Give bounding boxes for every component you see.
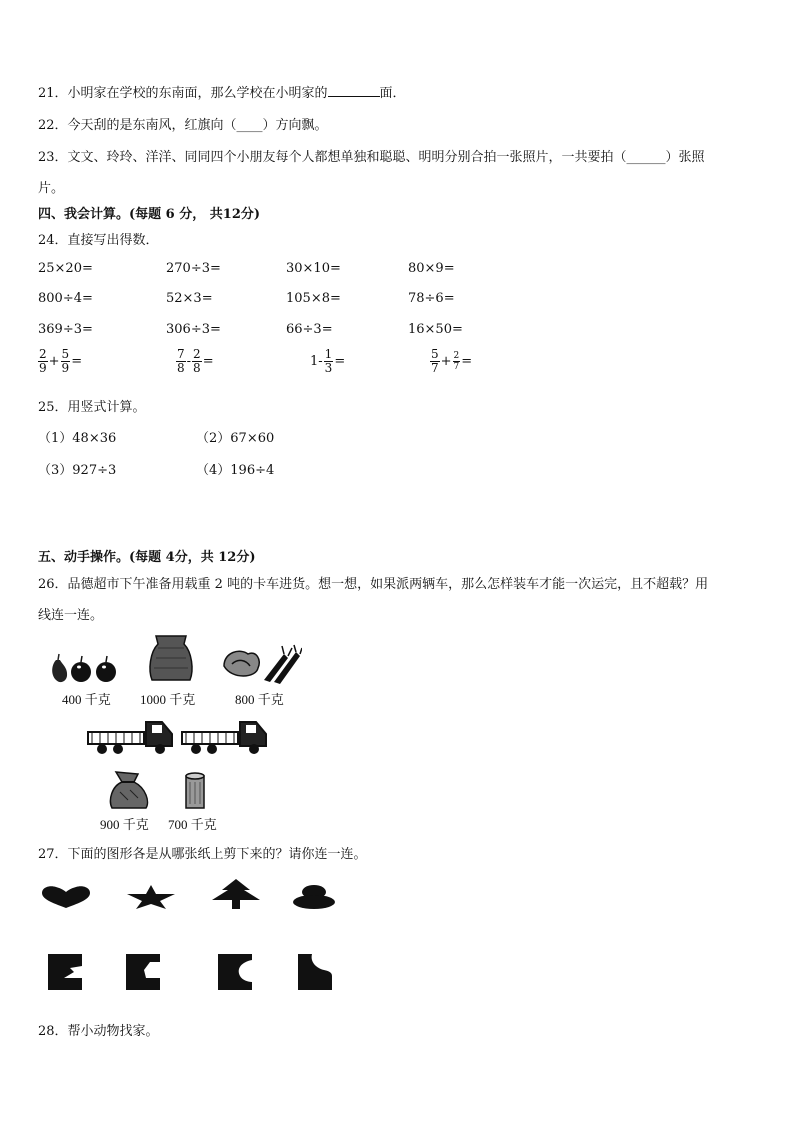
section-4-title: 四、我会计算。(每题 6 分， 共12分) bbox=[38, 207, 261, 222]
weight-label: 1000 千克 bbox=[140, 692, 196, 707]
question-21 bbox=[38, 82, 406, 101]
truck-icon bbox=[86, 716, 174, 756]
section-5-title: 五、动手操作。(每题 4分，共 12分) bbox=[38, 550, 256, 565]
paper-cut-icon[interactable] bbox=[48, 954, 84, 990]
question-28: 28．帮小动物找家。 bbox=[38, 1024, 159, 1039]
answer-blank[interactable] bbox=[328, 84, 380, 97]
heart-shape-icon bbox=[40, 884, 92, 910]
bag-icon bbox=[108, 770, 152, 810]
fraction: $\frac{5}{9}$ bbox=[61, 347, 70, 375]
star-shape-icon bbox=[126, 884, 176, 910]
question-22: 22．今天刮的是东南风，红旗向（____）方向飘。 bbox=[38, 118, 328, 133]
paper-cut-icon[interactable] bbox=[126, 954, 162, 990]
container-icon bbox=[184, 772, 206, 810]
question-27: 27．下面的图形各是从哪张纸上剪下来的？请你连一连。 bbox=[38, 847, 367, 862]
calc-cell: 306÷3= bbox=[166, 322, 221, 337]
vertical-calc-item: （4）196÷4 bbox=[196, 463, 275, 478]
calc-cell: 25×20= bbox=[38, 261, 93, 276]
fraction: $\frac{7}{8}$ bbox=[177, 347, 185, 375]
fraction: $\frac{2}{9}$ bbox=[39, 347, 47, 375]
calc-cell: 369÷3= bbox=[38, 322, 93, 337]
sack-icon bbox=[148, 634, 194, 684]
vertical-calc-item: （3）927÷3 bbox=[38, 463, 117, 478]
calc-cell: 66÷3= bbox=[286, 322, 333, 337]
question-26-line1: 26．品德超市下午准备用载重 2 吨的卡车进货。想一想，如果派两辆车，那么怎样装车才能一次运完，且不超载？用 bbox=[38, 577, 709, 592]
fraction: $\frac{2}{8}$ bbox=[193, 347, 201, 375]
calc-cell: 52×3= bbox=[166, 291, 213, 306]
fraction-expression: $\frac{7}{8}$ - $\frac{2}{8}$ = bbox=[177, 347, 214, 375]
fraction: $\frac{5}{7}$ bbox=[431, 347, 439, 375]
fraction-expression: $\frac{2}{9}$ + $\frac{5}{9}$ = bbox=[39, 347, 83, 375]
calc-cell: 78÷6= bbox=[408, 291, 455, 306]
fraction: $\frac{2}{7}$ bbox=[453, 351, 460, 372]
fraction-expression: 1- $\frac{1}{3}$ = bbox=[310, 347, 346, 375]
calc-cell: 270÷3= bbox=[166, 261, 221, 276]
weight-label: 800 千克 bbox=[235, 692, 284, 707]
calc-cell: 105×8= bbox=[286, 291, 341, 306]
question-25: 25．用竖式计算。 bbox=[38, 400, 146, 415]
truck-icon bbox=[180, 716, 268, 756]
vertical-calc-item: （2）67×60 bbox=[196, 431, 275, 446]
tree-shape-icon bbox=[210, 878, 262, 910]
vegetables-icon bbox=[222, 644, 302, 684]
paper-cut-icon[interactable] bbox=[218, 954, 254, 990]
mushroom-shape-icon bbox=[292, 884, 336, 910]
question-21-text: 21．小明家在学校的东南面，那么学校在小明家的 bbox=[38, 86, 328, 101]
calc-cell: 800÷4= bbox=[38, 291, 93, 306]
question-23-line1: 23．文文、玲玲、洋洋、同同四个小朋友每个人都想单独和聪聪、明明分别合拍一张照片，一共要拍（______）张照 bbox=[38, 150, 705, 165]
question-26-line2: 线连一连。 bbox=[38, 608, 104, 623]
question-23-line2: 片。 bbox=[38, 181, 65, 196]
weight-label: 900 千克 bbox=[100, 817, 149, 832]
calc-cell: 30×10= bbox=[286, 261, 341, 276]
calc-cell: 16×50= bbox=[408, 322, 463, 337]
fraction: $\frac{1}{3}$ bbox=[324, 347, 333, 375]
paper-cut-icon[interactable] bbox=[298, 954, 334, 990]
weight-label: 400 千克 bbox=[62, 692, 111, 707]
question-24: 24．直接写出得数． bbox=[38, 233, 159, 248]
question-21-suffix: 面． bbox=[379, 86, 406, 101]
fruit-icon bbox=[48, 650, 120, 686]
fraction-expression: $\frac{5}{7}$ + $\frac{2}{7}$ = bbox=[431, 347, 473, 375]
weight-label: 700 千克 bbox=[168, 817, 217, 832]
vertical-calc-item: （1）48×36 bbox=[38, 431, 117, 446]
calc-cell: 80×9= bbox=[408, 261, 455, 276]
